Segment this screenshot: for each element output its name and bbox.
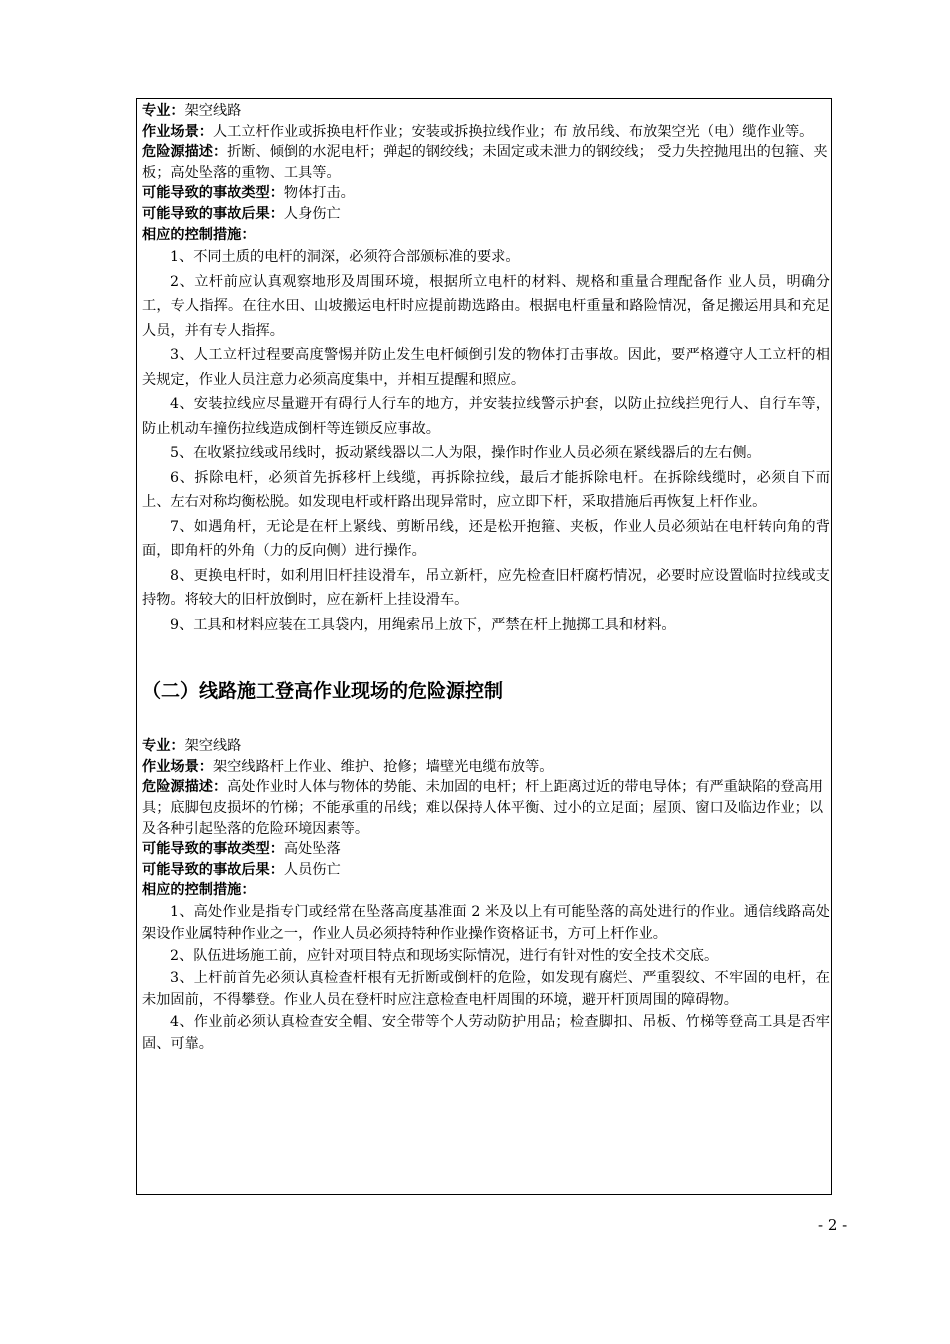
document-body xyxy=(142,101,830,1055)
consequence-row xyxy=(142,860,830,881)
page-number: - 2 - xyxy=(818,1216,848,1234)
hazard-value: 高处作业时人体与物体的势能、未加固的电杆；杆上距离过近的带电导体；有严重缺陷的登高用具；底脚包皮损坏的竹梯；不能承重的吊线；难以保持人体平衡、过小的立足面；屋顶、窗口及临边作业；以及各种引起坠落的危险环境因素等。 xyxy=(142,779,824,837)
measure-item: 3、上杆前首先必须认真检查杆根有无折断或倒杆的危险，如发现有腐烂、严重裂纹、不牢固的电杆，在未加固前，不得攀登。作业人员在登杆时应注意检查电杆周围的环境，避开杆顶周围的障碍物。 xyxy=(142,969,830,1008)
consequence-label: 可能导致的事故后果： xyxy=(142,205,284,222)
scene-label: 作业场景： xyxy=(142,123,213,140)
specialty-row xyxy=(142,101,830,122)
specialty-label: 专业： xyxy=(142,103,185,119)
hazard-label: 危险源描述： xyxy=(142,144,228,161)
scene-value: 架空线路杆上作业、维护、抢修；墙壁光电缆布放等。 xyxy=(212,758,554,775)
measure-item: 6、拆除电杆，必须首先拆移杆上线缆，再拆除拉线，最后才能拆除电杆。在拆除线缆时，必须自下而上、左右对称均衡松脱。如发现电杆或杆路出现异常时，应立即下杆，采取措施后再恢复上杆作业。 xyxy=(142,469,830,511)
scene-row xyxy=(142,122,830,143)
measure-item: 4、作业前必须认真检查安全帽、安全带等个人劳动防护用品；检查脚扣、吊板、竹梯等登高工具是否牢固、可靠。 xyxy=(142,1013,830,1052)
measure-item: 2、队伍进场施工前，应针对项目特点和现场实际情况，进行有针对性的安全技术交底。 xyxy=(170,947,719,964)
consequence-row xyxy=(142,204,830,225)
measure-item: 4、安装拉线应尽量避开有碍行人行车的地方，并安装拉线警示护套，以防止拉线拦兜行人、自行车等，防止机动车撞伤拉线造成倒杆等连锁反应事故。 xyxy=(142,396,830,437)
accident-type-value: 高处坠落 xyxy=(283,841,341,858)
measure-item: 3、人工立杆过程要高度警惕并防止发生电杆倾倒引发的物体打击事故。因此，要严格遵守人工立杆的相关规定，作业人员注意力必须高度集中，并相互提醒和照应。 xyxy=(142,347,830,388)
measure-item: 5、在收紧拉线或吊线时，扳动紧线器以二人为限，操作时作业人员必须在紧线器后的左右侧。 xyxy=(170,445,761,462)
hazard-row xyxy=(142,142,830,183)
accident-type-row xyxy=(142,839,830,860)
accident-type-value: 物体打击。 xyxy=(283,185,355,202)
measures-heading-row xyxy=(142,880,830,901)
specialty-row xyxy=(142,736,830,757)
consequence-value: 人身伤亡 xyxy=(283,205,341,222)
hazard-label: 危险源描述： xyxy=(142,779,228,796)
hazard-value: 折断、倾倒的水泥电杆；弹起的钢绞线；未固定或未泄力的钢绞线； 受力失控抛甩出的包箍、夹板；高处坠落的重物、工具等。 xyxy=(142,144,828,181)
measures-label: 相应的控制措施： xyxy=(142,882,256,899)
measures-label: 相应的控制措施： xyxy=(142,226,256,243)
scene-label: 作业场景： xyxy=(142,758,213,775)
measure-item: 7、如遇角杆，无论是在杆上紧线、剪断吊线，还是松开抱箍、夹板，作业人员必须站在电杆转向角的背面，即角杆的外角（力的反向侧）进行操作。 xyxy=(142,518,830,560)
section-title: （二）线路施工登高作业现场的危险源控制 xyxy=(142,680,504,703)
consequence-label: 可能导致的事故后果： xyxy=(142,861,284,878)
measure-item: 2、立杆前应认真观察地形及周围环境，根据所立电杆的材料、规格和重量合理配备作 业人员，明确分工，专人指挥。在往水田、山坡搬运电杆时应提前勘选路由。根据电杆重量和路险情况，备足搬运用具和充足人员，并有专人指挥。 xyxy=(142,273,830,339)
specialty-value: 架空线路 xyxy=(184,738,242,755)
measure-item: 8、更换电杆时，如利用旧杆挂设滑车，吊立新杆，应先检查旧杆腐朽情况，必要时应设置临时拉线或支持物。将较大的旧杆放倒时，应在新杆上挂设滑车。 xyxy=(142,567,830,609)
specialty-value: 架空线路 xyxy=(184,103,242,119)
specialty-label: 专业： xyxy=(142,738,185,755)
measure-item: 1、不同土质的电杆的洞深，必须符合部颁标准的要求。 xyxy=(170,249,520,266)
scene-row xyxy=(142,757,830,778)
accident-type-label: 可能导致的事故类型： xyxy=(142,841,284,858)
accident-type-label: 可能导致的事故类型： xyxy=(142,185,284,202)
measures-heading-row xyxy=(142,225,830,246)
measure-item: 1、高处作业是指专门或经常在坠落高度基准面 2 米及以上有可能坠落的高处进行的作业。通信线路高处架设作业属特种作业之一，作业人员必须持特种作业操作资格证书，方可上杆作业。 xyxy=(142,903,830,942)
hazard-row xyxy=(142,777,830,839)
measure-item: 9、工具和材料应装在工具袋内，用绳索吊上放下，严禁在杆上抛掷工具和材料。 xyxy=(170,616,676,633)
consequence-value: 人员伤亡 xyxy=(283,861,341,878)
scene-value: 人工立杆作业或拆换电杆作业；安装或拆换拉线作业；布 放吊线、布放架空光（电）缆作业等。 xyxy=(212,123,814,140)
accident-type-row xyxy=(142,183,830,204)
